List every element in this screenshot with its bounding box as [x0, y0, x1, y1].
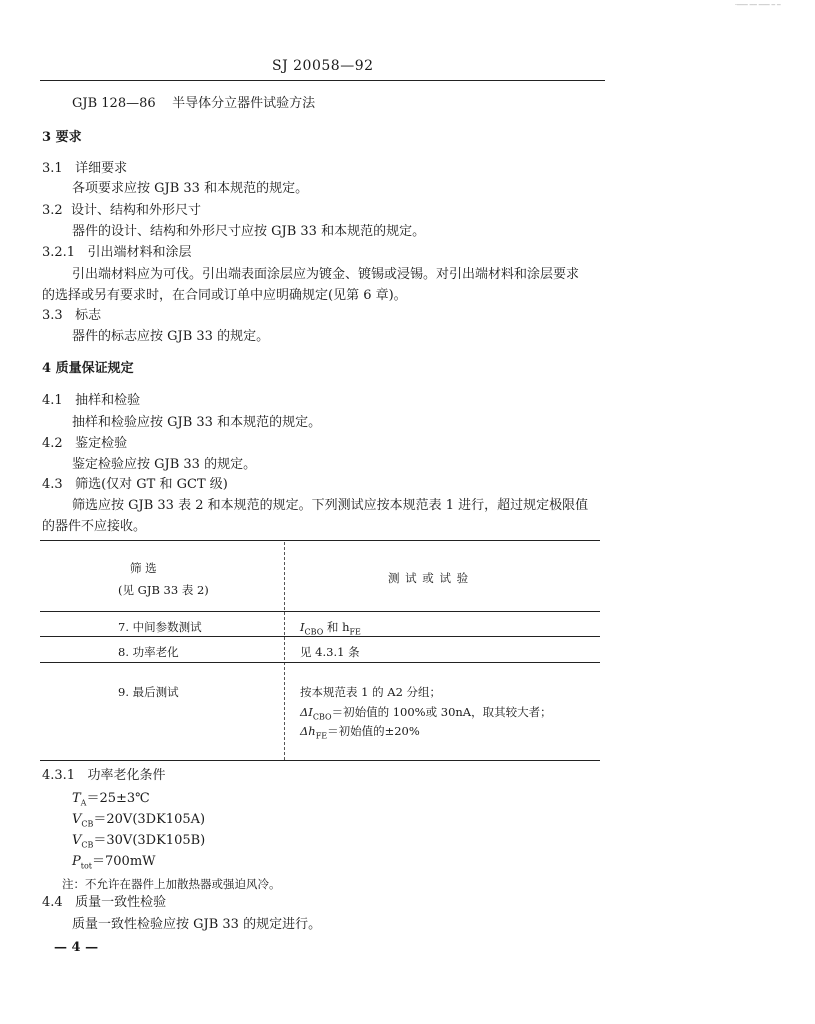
section-3-2-1-heading [42, 245, 192, 261]
section-3-3-body: 器件的标志应按 GJB 33 的规定。 [72, 329, 270, 344]
condition-ta [72, 791, 150, 812]
condition-ptot [72, 854, 156, 875]
section-number: 4.3 [42, 477, 63, 492]
section-3-title: 3 要求 [42, 130, 82, 145]
section-title: 功率老化条件 [87, 768, 166, 783]
section-4-3-1-heading [42, 768, 166, 784]
section-number: 4.3.1 [42, 768, 76, 783]
section-4-2-body: 鉴定检验应按 GJB 33 的规定。 [72, 457, 257, 472]
table-row-8-left: 8. 功率老化 [118, 645, 179, 659]
table-head-right: 测 试 或 试 验 [388, 571, 470, 585]
table-row-9-right-line2 [300, 704, 552, 721]
section-number: 4.2 [42, 436, 63, 451]
subscript: CB [81, 840, 94, 850]
subscript: A [80, 798, 87, 808]
section-4-1-heading [42, 393, 140, 409]
section-4-3-body-line1: 筛选应按 GJB 33 表 2 和本规范的规定。下列测试应按本规范表 1 进行，超过规定极限值 [72, 498, 589, 513]
value: ＝700mW [92, 854, 156, 869]
value: ＝30V(3DK105B) [93, 833, 206, 848]
section-number: 3.2.1 [42, 245, 76, 260]
text: ＝初始值的±20% [327, 724, 420, 738]
section-number: 3.3 [42, 308, 63, 323]
section-title: 筛选(仅对 GT 和 GCT 级) [75, 477, 228, 492]
table-row-9-left: 9. 最后测试 [118, 685, 179, 699]
subscript: tot [80, 861, 92, 871]
page-number: — 4 — [54, 940, 99, 955]
table-row-8-right: 见 4.3.1 条 [300, 645, 360, 659]
delta-symbol: Δh [300, 724, 316, 738]
reference-title: 半导体分立器件试验方法 [172, 96, 316, 111]
section-4-2-heading [42, 436, 127, 452]
condition-note: 注：不允许在器件上加散热器或强迫风冷。 [62, 877, 281, 891]
section-title: 质量一致性检验 [75, 895, 167, 910]
subscript: CBO [312, 712, 332, 722]
value: ＝20V(3DK105A) [93, 812, 206, 827]
symbol: V [72, 833, 82, 848]
section-title: 标志 [75, 308, 102, 323]
section-number: 4.1 [42, 393, 63, 408]
document-code: SJ 20058—92 [272, 58, 374, 74]
table-row-rule [40, 662, 600, 663]
table-head-left-line1: 筛 选 [130, 561, 157, 575]
subscript: CBO [304, 627, 324, 637]
section-4-3-heading [42, 477, 228, 493]
section-3-2-body: 器件的设计、结构和外形尺寸应按 GJB 33 和本规范的规定。 [72, 224, 426, 239]
section-4-1-body: 抽样和检验应按 GJB 33 和本规范的规定。 [72, 415, 322, 430]
table-row-7-left: 7. 中间参数测试 [118, 620, 202, 634]
subscript: FE [315, 731, 328, 741]
symbol: T [72, 791, 81, 806]
section-3-2-1-body-line2: 的选择或另有要求时，在合同或订单中应明确规定(见第 6 章)。 [42, 288, 407, 303]
section-4-3-body-line2: 的器件不应接收。 [42, 519, 147, 534]
section-4-4-body: 质量一致性检验应按 GJB 33 的规定进行。 [72, 917, 322, 932]
section-3-3-heading [42, 308, 101, 324]
section-3-2-heading [42, 203, 201, 219]
symbol: V [72, 812, 82, 827]
section-3-2-1-body-line1: 引出端材料应为可伐。引出端表面涂层应为镀金、镀锡或浸锡。对引出端材料和涂层要求 [72, 267, 580, 282]
current-symbol: I [300, 620, 305, 634]
section-title: 引出端材料和涂层 [87, 245, 192, 260]
section-title: 详细要求 [75, 161, 128, 176]
text: 和 h [323, 620, 350, 634]
reference-std: GJB 128—86 [72, 96, 156, 111]
section-number: 3.2 [42, 203, 63, 218]
section-4-title: 4 质量保证规定 [42, 361, 134, 376]
table-row-9-right-line1: 按本规范表 1 的 A2 分组； [300, 685, 442, 699]
section-3-1-body: 各项要求应按 GJB 33 和本规范的规定。 [72, 181, 309, 196]
delta-symbol: ΔI [300, 705, 313, 719]
header-rule [40, 80, 605, 81]
reference-line [72, 96, 315, 112]
table-row-9-right-line3 [300, 723, 420, 740]
condition-vcb-a [72, 812, 205, 833]
table-head-left-line2: (见 GJB 33 表 2) [118, 583, 209, 597]
subscript: FE [349, 627, 361, 637]
section-title: 设计、结构和外形尺寸 [70, 203, 201, 218]
condition-vcb-b [72, 833, 205, 854]
table-top-rule [40, 540, 600, 541]
section-4-4-heading [42, 895, 166, 911]
section-title: 鉴定检验 [75, 436, 128, 451]
section-title: 抽样和检验 [75, 393, 141, 408]
corner-mark: ·─── ── ─── ─ ─ [735, 2, 781, 9]
table-head-rule [40, 611, 600, 612]
subscript: CB [81, 819, 94, 829]
value: ＝25±3℃ [86, 791, 150, 806]
table-column-divider [284, 542, 285, 760]
symbol: P [72, 854, 81, 869]
table-row-7-right [300, 619, 361, 636]
text: ＝初始值的 100%或 30nA，取其较大者； [331, 705, 552, 719]
section-number: 4.4 [42, 895, 63, 910]
table-row-rule [40, 636, 600, 637]
table-bottom-rule [40, 760, 600, 761]
section-3-1-heading [42, 161, 127, 177]
section-number: 3.1 [42, 161, 63, 176]
